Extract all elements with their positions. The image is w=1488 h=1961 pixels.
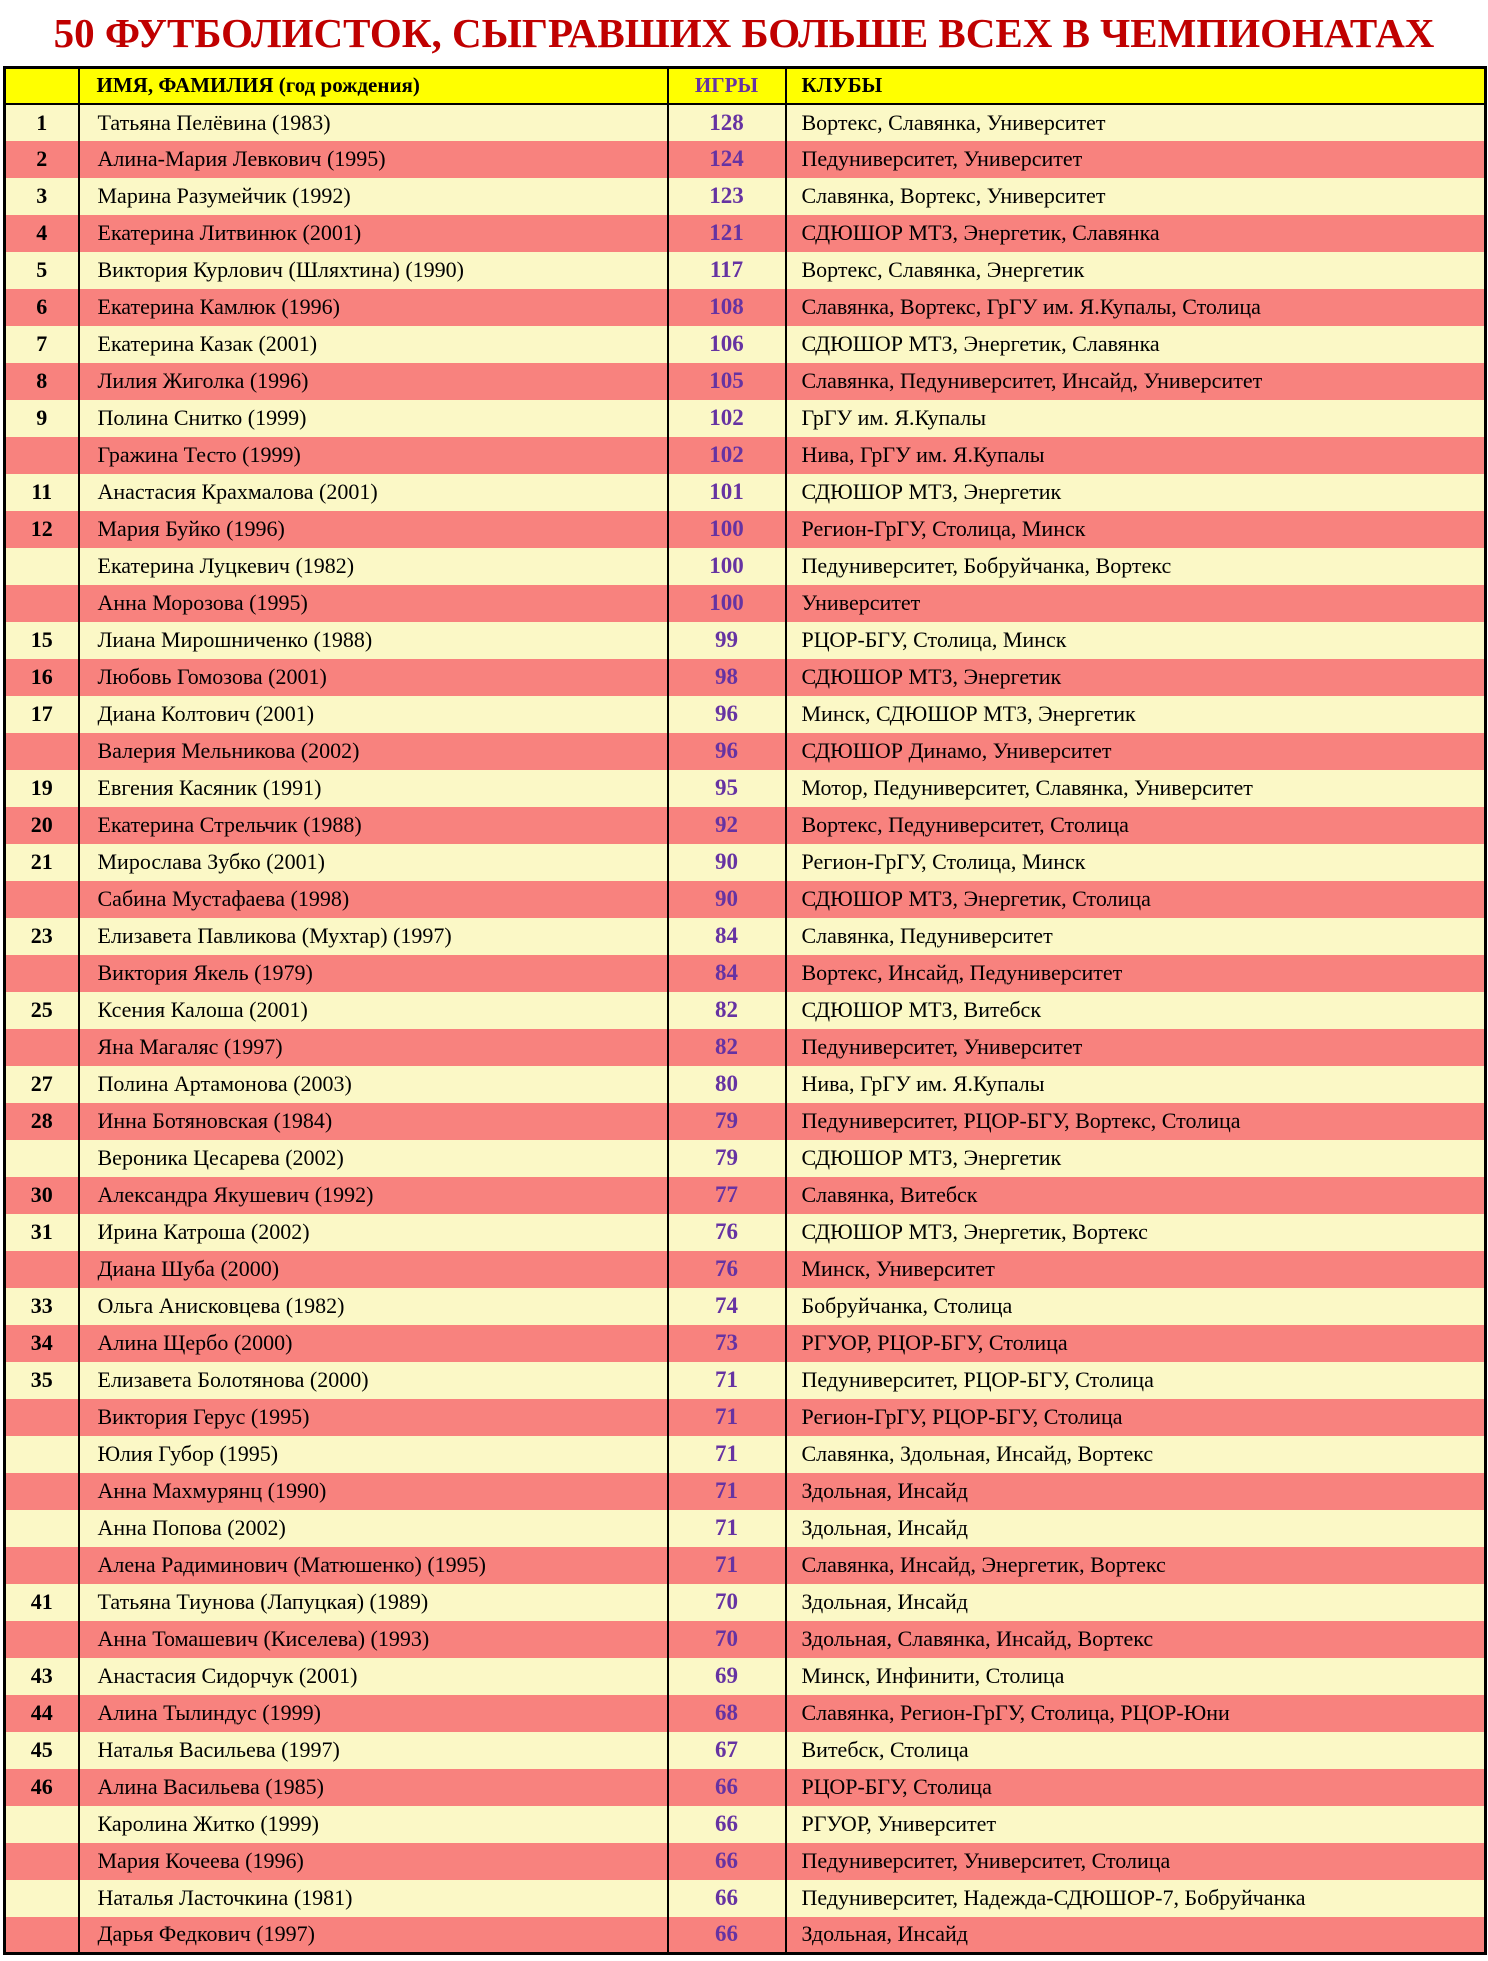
clubs-cell: СДЮШОР МТЗ, Энергетик, Славянка xyxy=(786,326,1486,363)
rank-cell: 1 xyxy=(5,104,79,141)
clubs-cell: СДЮШОР МТЗ, Энергетик xyxy=(786,474,1486,511)
rank-cell xyxy=(5,1621,79,1658)
table-row xyxy=(5,1510,1486,1547)
player-name-cell: Яна Магаляс (1997) xyxy=(79,1029,668,1066)
player-name-cell: Екатерина Луцкевич (1982) xyxy=(79,548,668,585)
table-row xyxy=(5,1806,1486,1843)
rank-cell: 19 xyxy=(5,770,79,807)
clubs-cell: Регион-ГрГУ, РЦОР-БГУ, Столица xyxy=(786,1399,1486,1436)
rank-cell: 27 xyxy=(5,1066,79,1103)
rank-cell xyxy=(5,1140,79,1177)
games-count-cell: 100 xyxy=(668,585,786,622)
table-row xyxy=(5,1177,1486,1214)
table-row xyxy=(5,363,1486,400)
rank-cell: 6 xyxy=(5,289,79,326)
games-count-cell: 100 xyxy=(668,548,786,585)
clubs-cell: Педуниверситет, Университет xyxy=(786,141,1486,178)
player-name-cell: Полина Артамонова (2003) xyxy=(79,1066,668,1103)
rank-cell: 34 xyxy=(5,1325,79,1362)
clubs-cell: Минск, СДЮШОР МТЗ, Энергетик xyxy=(786,696,1486,733)
clubs-cell: СДЮШОР МТЗ, Энергетик, Столица xyxy=(786,881,1486,918)
player-name-cell: Алина-Мария Левкович (1995) xyxy=(79,141,668,178)
table-row xyxy=(5,696,1486,733)
table-row xyxy=(5,992,1486,1029)
player-name-cell: Юлия Губор (1995) xyxy=(79,1436,668,1473)
player-name-cell: Анна Томашевич (Киселева) (1993) xyxy=(79,1621,668,1658)
rank-cell: 7 xyxy=(5,326,79,363)
clubs-cell: РГУОР, РЦОР-БГУ, Столица xyxy=(786,1325,1486,1362)
games-count-cell: 117 xyxy=(668,252,786,289)
clubs-cell: Педуниверситет, РЦОР-БГУ, Вортекс, Столица xyxy=(786,1103,1486,1140)
rank-cell: 16 xyxy=(5,659,79,696)
header-name: ИМЯ, ФАМИЛИЯ (год рождения) xyxy=(79,68,668,104)
table-row xyxy=(5,844,1486,881)
clubs-cell: Педуниверситет, РЦОР-БГУ, Столица xyxy=(786,1362,1486,1399)
clubs-cell: Здольная, Славянка, Инсайд, Вортекс xyxy=(786,1621,1486,1658)
games-count-cell: 71 xyxy=(668,1547,786,1584)
games-count-cell: 71 xyxy=(668,1362,786,1399)
player-name-cell: Екатерина Литвинюк (2001) xyxy=(79,215,668,252)
rank-cell xyxy=(5,1917,79,1954)
games-count-cell: 71 xyxy=(668,1473,786,1510)
rank-cell: 11 xyxy=(5,474,79,511)
player-name-cell: Гражина Тесто (1999) xyxy=(79,437,668,474)
player-name-cell: Дарья Федкович (1997) xyxy=(79,1917,668,1954)
player-name-cell: Анастасия Крахмалова (2001) xyxy=(79,474,668,511)
games-count-cell: 69 xyxy=(668,1658,786,1695)
clubs-cell: Университет xyxy=(786,585,1486,622)
table-row xyxy=(5,1843,1486,1880)
rank-cell: 9 xyxy=(5,400,79,437)
table-row xyxy=(5,1066,1486,1103)
games-count-cell: 71 xyxy=(668,1399,786,1436)
clubs-cell: Бобруйчанка, Столица xyxy=(786,1288,1486,1325)
games-count-cell: 66 xyxy=(668,1769,786,1806)
rank-cell xyxy=(5,437,79,474)
clubs-cell: Славянка, Вортекс, Университет xyxy=(786,178,1486,215)
games-count-cell: 101 xyxy=(668,474,786,511)
player-name-cell: Екатерина Казак (2001) xyxy=(79,326,668,363)
table-row xyxy=(5,252,1486,289)
table-row xyxy=(5,955,1486,992)
games-count-cell: 76 xyxy=(668,1251,786,1288)
player-name-cell: Мария Буйко (1996) xyxy=(79,511,668,548)
table-row xyxy=(5,1917,1486,1954)
player-name-cell: Диана Колтович (2001) xyxy=(79,696,668,733)
games-count-cell: 84 xyxy=(668,955,786,992)
table-row xyxy=(5,1029,1486,1066)
games-count-cell: 79 xyxy=(668,1140,786,1177)
clubs-cell: Педуниверситет, Бобруйчанка, Вортекс xyxy=(786,548,1486,585)
player-name-cell: Инна Ботяновская (1984) xyxy=(79,1103,668,1140)
rank-cell xyxy=(5,585,79,622)
player-name-cell: Наталья Васильева (1997) xyxy=(79,1732,668,1769)
table-row xyxy=(5,1325,1486,1362)
player-name-cell: Каролина Житко (1999) xyxy=(79,1806,668,1843)
player-name-cell: Вероника Цесарева (2002) xyxy=(79,1140,668,1177)
player-name-cell: Татьяна Пелёвина (1983) xyxy=(79,104,668,141)
player-name-cell: Елизавета Болотянова (2000) xyxy=(79,1362,668,1399)
rank-cell xyxy=(5,1436,79,1473)
rank-cell: 30 xyxy=(5,1177,79,1214)
rank-cell: 3 xyxy=(5,178,79,215)
player-name-cell: Алина Васильева (1985) xyxy=(79,1769,668,1806)
games-count-cell: 123 xyxy=(668,178,786,215)
player-name-cell: Виктория Курлович (Шляхтина) (1990) xyxy=(79,252,668,289)
header-rank xyxy=(5,68,79,104)
player-name-cell: Сабина Мустафаева (1998) xyxy=(79,881,668,918)
page-title: 50 ФУТБОЛИСТОК, СЫГРАВШИХ БОЛЬШЕ ВСЕХ В ЧЕМПИОНАТАХ xyxy=(53,10,1435,56)
table-row xyxy=(5,178,1486,215)
games-count-cell: 66 xyxy=(668,1806,786,1843)
rank-cell xyxy=(5,1843,79,1880)
table-row xyxy=(5,1103,1486,1140)
player-name-cell: Лиана Мирошниченко (1988) xyxy=(79,622,668,659)
rank-cell xyxy=(5,1547,79,1584)
player-name-cell: Ксения Калоша (2001) xyxy=(79,992,668,1029)
games-count-cell: 70 xyxy=(668,1584,786,1621)
clubs-cell: Здольная, Инсайд xyxy=(786,1510,1486,1547)
rank-cell: 28 xyxy=(5,1103,79,1140)
table-row xyxy=(5,1880,1486,1917)
table-row xyxy=(5,733,1486,770)
clubs-cell: Нива, ГрГУ им. Я.Купалы xyxy=(786,1066,1486,1103)
table-row xyxy=(5,141,1486,178)
clubs-cell: Вортекс, Педуниверситет, Столица xyxy=(786,807,1486,844)
clubs-cell: РЦОР-БГУ, Столица, Минск xyxy=(786,622,1486,659)
table-row xyxy=(5,1140,1486,1177)
player-name-cell: Татьяна Тиунова (Лапуцкая) (1989) xyxy=(79,1584,668,1621)
rank-cell xyxy=(5,1251,79,1288)
player-name-cell: Виктория Якель (1979) xyxy=(79,955,668,992)
player-name-cell: Любовь Гомозова (2001) xyxy=(79,659,668,696)
games-count-cell: 124 xyxy=(668,141,786,178)
table-row xyxy=(5,326,1486,363)
player-name-cell: Ирина Катроша (2002) xyxy=(79,1214,668,1251)
clubs-cell: Здольная, Инсайд xyxy=(786,1473,1486,1510)
clubs-cell: Нива, ГрГУ им. Я.Купалы xyxy=(786,437,1486,474)
games-count-cell: 71 xyxy=(668,1510,786,1547)
rank-cell: 25 xyxy=(5,992,79,1029)
player-name-cell: Елизавета Павликова (Мухтар) (1997) xyxy=(79,918,668,955)
games-count-cell: 121 xyxy=(668,215,786,252)
rank-cell: 12 xyxy=(5,511,79,548)
clubs-cell: Минск, Инфинити, Столица xyxy=(786,1658,1486,1695)
player-name-cell: Ольга Анисковцева (1982) xyxy=(79,1288,668,1325)
table-header-row xyxy=(5,68,1486,104)
player-name-cell: Валерия Мельникова (2002) xyxy=(79,733,668,770)
rank-cell: 5 xyxy=(5,252,79,289)
games-count-cell: 84 xyxy=(668,918,786,955)
games-count-cell: 105 xyxy=(668,363,786,400)
table-row xyxy=(5,1621,1486,1658)
player-name-cell: Анна Морозова (1995) xyxy=(79,585,668,622)
rank-cell xyxy=(5,1510,79,1547)
table-row xyxy=(5,659,1486,696)
games-count-cell: 73 xyxy=(668,1325,786,1362)
clubs-cell: Славянка, Педуниверситет, Инсайд, Университет xyxy=(786,363,1486,400)
rank-cell: 46 xyxy=(5,1769,79,1806)
table-row xyxy=(5,511,1486,548)
clubs-cell: СДЮШОР МТЗ, Энергетик xyxy=(786,659,1486,696)
table-row xyxy=(5,881,1486,918)
table-row xyxy=(5,1769,1486,1806)
player-name-cell: Алина Щербо (2000) xyxy=(79,1325,668,1362)
rank-cell: 17 xyxy=(5,696,79,733)
table-row xyxy=(5,1288,1486,1325)
rank-cell xyxy=(5,1806,79,1843)
clubs-cell: Славянка, Инсайд, Энергетик, Вортекс xyxy=(786,1547,1486,1584)
clubs-cell: Мотор, Педуниверситет, Славянка, Университет xyxy=(786,770,1486,807)
player-name-cell: Мирослава Зубко (2001) xyxy=(79,844,668,881)
clubs-cell: Славянка, Здольная, Инсайд, Вортекс xyxy=(786,1436,1486,1473)
games-count-cell: 70 xyxy=(668,1621,786,1658)
games-count-cell: 74 xyxy=(668,1288,786,1325)
rank-cell: 4 xyxy=(5,215,79,252)
clubs-cell: РГУОР, Университет xyxy=(786,1806,1486,1843)
games-count-cell: 96 xyxy=(668,733,786,770)
table-row xyxy=(5,1547,1486,1584)
games-count-cell: 98 xyxy=(668,659,786,696)
player-name-cell: Александра Якушевич (1992) xyxy=(79,1177,668,1214)
clubs-cell: Регион-ГрГУ, Столица, Минск xyxy=(786,844,1486,881)
games-count-cell: 67 xyxy=(668,1732,786,1769)
player-name-cell: Алина Тылиндус (1999) xyxy=(79,1695,668,1732)
games-count-cell: 82 xyxy=(668,1029,786,1066)
table-row xyxy=(5,1362,1486,1399)
table-row xyxy=(5,1695,1486,1732)
rank-cell: 31 xyxy=(5,1214,79,1251)
table-row xyxy=(5,1584,1486,1621)
games-count-cell: 102 xyxy=(668,400,786,437)
players-table xyxy=(3,66,1487,1955)
player-name-cell: Мария Кочеева (1996) xyxy=(79,1843,668,1880)
rank-cell: 43 xyxy=(5,1658,79,1695)
games-count-cell: 77 xyxy=(668,1177,786,1214)
games-count-cell: 90 xyxy=(668,844,786,881)
rank-cell: 35 xyxy=(5,1362,79,1399)
rank-cell xyxy=(5,733,79,770)
clubs-cell: Педуниверситет, Надежда-СДЮШОР-7, Бобруйчанка xyxy=(786,1880,1486,1917)
rank-cell xyxy=(5,955,79,992)
clubs-cell: СДЮШОР Динамо, Университет xyxy=(786,733,1486,770)
table-row xyxy=(5,1436,1486,1473)
player-name-cell: Виктория Герус (1995) xyxy=(79,1399,668,1436)
rank-cell: 23 xyxy=(5,918,79,955)
player-name-cell: Наталья Ласточкина (1981) xyxy=(79,1880,668,1917)
games-count-cell: 99 xyxy=(668,622,786,659)
clubs-cell: Славянка, Вортекс, ГрГУ им. Я.Купалы, Столица xyxy=(786,289,1486,326)
games-count-cell: 66 xyxy=(668,1843,786,1880)
table-row xyxy=(5,1473,1486,1510)
rank-cell: 20 xyxy=(5,807,79,844)
table-row xyxy=(5,1658,1486,1695)
player-name-cell: Екатерина Камлюк (1996) xyxy=(79,289,668,326)
header-clubs: КЛУБЫ xyxy=(786,68,1486,104)
rank-cell xyxy=(5,1029,79,1066)
table-row xyxy=(5,1399,1486,1436)
table-row xyxy=(5,770,1486,807)
clubs-cell: Вортекс, Славянка, Энергетик xyxy=(786,252,1486,289)
player-name-cell: Евгения Касяник (1991) xyxy=(79,770,668,807)
rank-cell: 45 xyxy=(5,1732,79,1769)
table-row xyxy=(5,215,1486,252)
clubs-cell: Педуниверситет, Университет, Столица xyxy=(786,1843,1486,1880)
rank-cell: 2 xyxy=(5,141,79,178)
games-count-cell: 82 xyxy=(668,992,786,1029)
games-count-cell: 66 xyxy=(668,1917,786,1954)
table-row xyxy=(5,918,1486,955)
players-table-body xyxy=(5,104,1486,1954)
rank-cell: 41 xyxy=(5,1584,79,1621)
rank-cell: 8 xyxy=(5,363,79,400)
table-row xyxy=(5,1732,1486,1769)
games-count-cell: 71 xyxy=(668,1436,786,1473)
player-name-cell: Анастасия Сидорчук (2001) xyxy=(79,1658,668,1695)
rank-cell xyxy=(5,1473,79,1510)
rank-cell: 44 xyxy=(5,1695,79,1732)
clubs-cell: Здольная, Инсайд xyxy=(786,1584,1486,1621)
table-row xyxy=(5,548,1486,585)
games-count-cell: 66 xyxy=(668,1880,786,1917)
clubs-cell: Витебск, Столица xyxy=(786,1732,1486,1769)
rank-cell: 33 xyxy=(5,1288,79,1325)
table-row xyxy=(5,289,1486,326)
games-count-cell: 100 xyxy=(668,511,786,548)
rank-cell: 15 xyxy=(5,622,79,659)
rank-cell xyxy=(5,548,79,585)
table-row xyxy=(5,474,1486,511)
clubs-cell: Славянка, Витебск xyxy=(786,1177,1486,1214)
rank-cell xyxy=(5,881,79,918)
rank-cell: 21 xyxy=(5,844,79,881)
table-row xyxy=(5,585,1486,622)
clubs-cell: Минск, Университет xyxy=(786,1251,1486,1288)
clubs-cell: Вортекс, Славянка, Университет xyxy=(786,104,1486,141)
player-name-cell: Марина Разумейчик (1992) xyxy=(79,178,668,215)
clubs-cell: Вортекс, Инсайд, Педуниверситет xyxy=(786,955,1486,992)
games-count-cell: 79 xyxy=(668,1103,786,1140)
table-row xyxy=(5,807,1486,844)
games-count-cell: 68 xyxy=(668,1695,786,1732)
clubs-cell: Здольная, Инсайд xyxy=(786,1917,1486,1954)
table-row xyxy=(5,1214,1486,1251)
table-row xyxy=(5,437,1486,474)
games-count-cell: 90 xyxy=(668,881,786,918)
clubs-cell: РЦОР-БГУ, Столица xyxy=(786,1769,1486,1806)
rank-cell xyxy=(5,1880,79,1917)
header-games: ИГРЫ xyxy=(668,68,786,104)
player-name-cell: Алена Радиминович (Матюшенко) (1995) xyxy=(79,1547,668,1584)
games-count-cell: 108 xyxy=(668,289,786,326)
clubs-cell: Педуниверситет, Университет xyxy=(786,1029,1486,1066)
games-count-cell: 106 xyxy=(668,326,786,363)
games-count-cell: 96 xyxy=(668,696,786,733)
clubs-cell: ГрГУ им. Я.Купалы xyxy=(786,400,1486,437)
games-count-cell: 102 xyxy=(668,437,786,474)
clubs-cell: СДЮШОР МТЗ, Витебск xyxy=(786,992,1486,1029)
player-name-cell: Анна Махмурянц (1990) xyxy=(79,1473,668,1510)
clubs-cell: СДЮШОР МТЗ, Энергетик xyxy=(786,1140,1486,1177)
player-name-cell: Анна Попова (2002) xyxy=(79,1510,668,1547)
player-name-cell: Полина Снитко (1999) xyxy=(79,400,668,437)
games-count-cell: 80 xyxy=(668,1066,786,1103)
table-row xyxy=(5,622,1486,659)
games-count-cell: 76 xyxy=(668,1214,786,1251)
table-row xyxy=(5,400,1486,437)
games-count-cell: 128 xyxy=(668,104,786,141)
clubs-cell: Регион-ГрГУ, Столица, Минск xyxy=(786,511,1486,548)
player-name-cell: Лилия Жиголка (1996) xyxy=(79,363,668,400)
player-name-cell: Диана Шуба (2000) xyxy=(79,1251,668,1288)
clubs-cell: Славянка, Регион-ГрГУ, Столица, РЦОР-Юни xyxy=(786,1695,1486,1732)
games-count-cell: 92 xyxy=(668,807,786,844)
clubs-cell: СДЮШОР МТЗ, Энергетик, Славянка xyxy=(786,215,1486,252)
games-count-cell: 95 xyxy=(668,770,786,807)
table-row xyxy=(5,104,1486,141)
clubs-cell: СДЮШОР МТЗ, Энергетик, Вортекс xyxy=(786,1214,1486,1251)
rank-cell xyxy=(5,1399,79,1436)
clubs-cell: Славянка, Педуниверситет xyxy=(786,918,1486,955)
player-name-cell: Екатерина Стрельчик (1988) xyxy=(79,807,668,844)
table-row xyxy=(5,1251,1486,1288)
